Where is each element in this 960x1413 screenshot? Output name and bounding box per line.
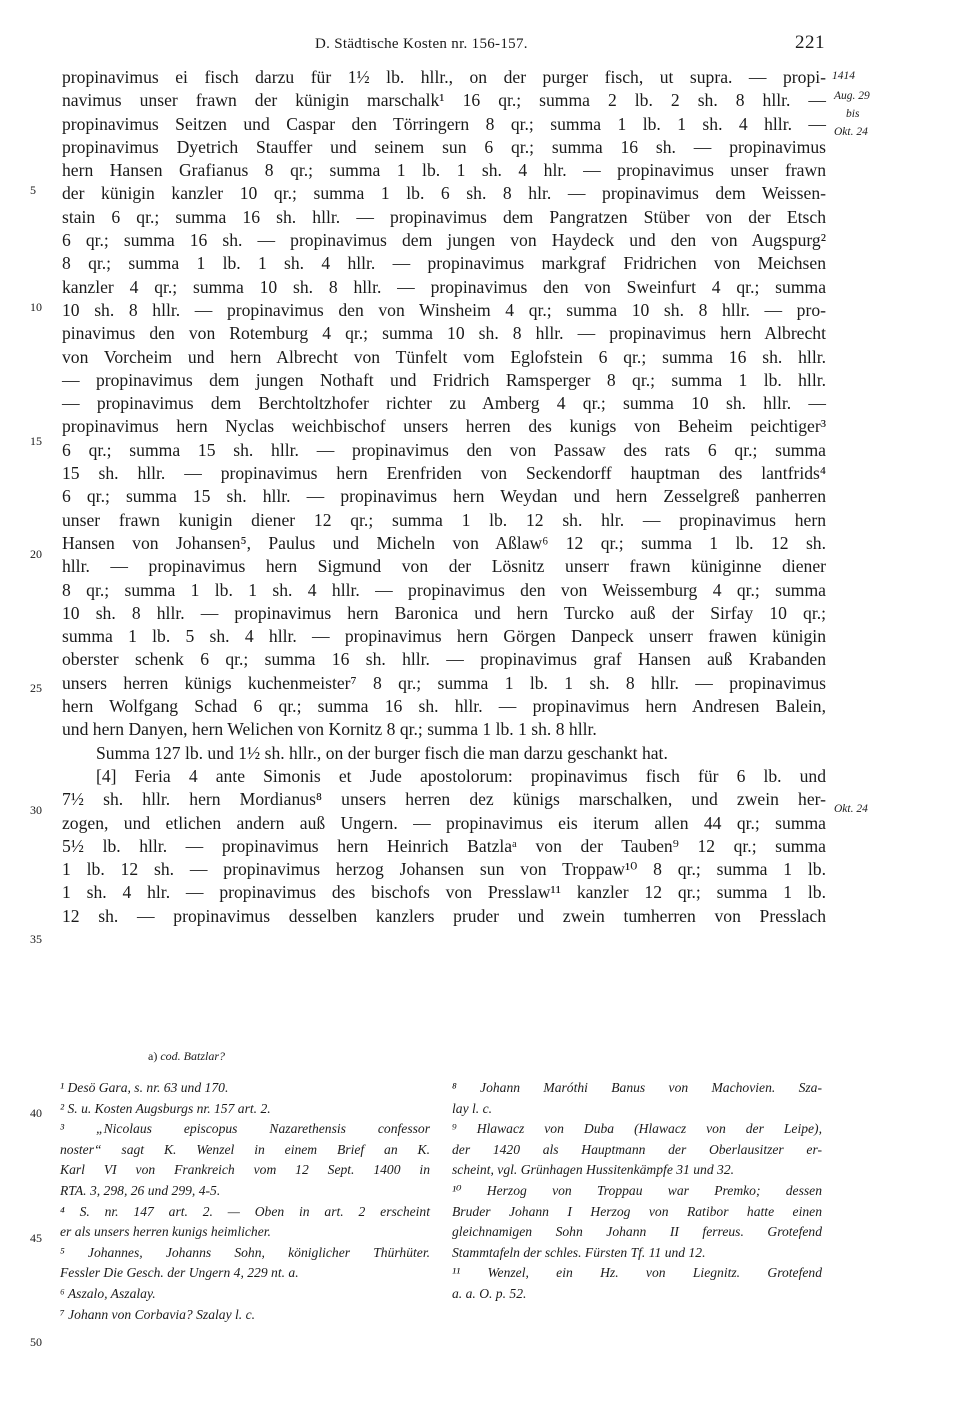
line-number: 20 [30,547,42,561]
footnote-line: ⁵ Johannes, Johanns Sohn, königlicher Thürhüter. [60,1244,430,1260]
line-number: 5 [30,183,36,197]
text-line: propinavimus ei fisch darzu für 1½ lb. hllr., on der purger fisch, ut supra. — propi- [62,67,826,87]
main-text [62,66,826,928]
text-line: 15 sh. hllr. — propinavimus hern Erenfriden von Seckendorff hauptman des lantfrids⁴ [62,463,826,484]
margin-year: 1414 [832,70,855,82]
margin-date-bis: bis [846,108,860,120]
text-line: hllr. — propinavimus hern Sigmund von der Lösnitz unserr frawn küniginne diener [62,556,826,577]
footnote-line: Stammtafeln der schles. Fürsten Tf. 11 und 12. [452,1244,706,1260]
text-line: — propinavimus dem jungen Nothaft und Fridrich Ramsperger 8 qr.; summa 1 lb. hllr. [62,369,826,390]
footnote-line: RTA. 3, 298, 26 und 299, 4-5. [60,1182,221,1198]
text-line: von Vorcheim und hern Albrecht von Tünfelt vom Eglofstein 6 qr.; summa 16 sh. hllr. [62,346,826,367]
footnote-line: a. a. O. p. 52. [452,1285,527,1301]
text-line: 12 sh. — propinavimus desselben kanzlers pruder und zwein tumherren von Presslach [62,905,826,926]
text-line: propinavimus Seitzen und Caspar den Törringern 8 qr.; summa 1 lb. 1 sh. 4 hllr. — [62,113,826,134]
text-line: 5½ lb. hllr. — propinavimus hern Heinrich Batzlaᵃ von der Tauben⁹ 12 qr.; summa [62,835,826,856]
footnote-line: Fessler Die Gesch. der Ungern 4, 229 nt. a. [60,1265,299,1281]
text-line: 6 qr.; summa 15 sh. hllr. — propinavimus den von Passaw des rats 6 qr.; summa [62,439,826,460]
footnote-line: er als unsers herren kunigs heimlicher. [60,1224,271,1240]
text-line: zogen, und etlichen andern auß Ungern. — propinavimus eis iterum allen 44 qr.; summa [62,812,826,833]
footnote-line: ² S. u. Kosten Augsburgs nr. 157 art. 2. [60,1100,271,1116]
text-line: 10 sh. 8 hllr. — propinavimus den von Winsheim 4 qr.; summa 10 sh. 8 hllr. — pro- [62,299,826,320]
text-line: summa 1 lb. 5 sh. 4 hllr. — propinavimus hern Görgen Danpeck unserr frawen künigin [62,626,826,647]
text-line: navimus unser frawn der künigin marschalk¹ 16 qr.; summa 2 lb. 2 sh. 8 hllr. — [62,90,826,111]
footnotes-right-column [452,1078,822,1305]
text-line: 6 qr.; summa 15 sh. hllr. — propinavimus hern Weydan und hern Zesselgreß panherren [62,486,826,507]
line-number: 15 [30,434,42,448]
footnote-line: ⁹ Hlawacz von Duba (Hlawacz von der Leipe), [452,1121,822,1137]
footnote-line: scheint, vgl. Grünhagen Hussitenkämpfe 31 und 32. [452,1162,735,1178]
text-line: unser frawn kunigin diener 12 qr.; summa 1 lb. 12 sh. hlr. — propinavimus hern [62,509,826,530]
running-header [0,30,960,60]
page-number: 221 [795,32,825,53]
footnote-line: lay l. c. [452,1100,493,1116]
text-line: oberster schenk 6 qr.; summa 16 sh. hllr. — propinavimus graf Hansen auß Krabanden [62,649,826,670]
text-line: und hern Danyen, hern Welichen von Kornitz 8 qr.; summa 1 lb. 1 sh. 8 hllr. [62,719,597,740]
margin-date-end: Okt. 24 [834,126,868,138]
text-line: — propinavimus dem Berchtoltzhofer richter zu Amberg 4 qr.; summa 10 sh. hllr. — [62,393,826,414]
footnote-line: ¹⁰ Herzog von Troppau war Premko; dessen [452,1182,822,1198]
text-line: 1 lb. 12 sh. — propinavimus herzog Johansen sun von Troppaw¹⁰ 8 qr.; summa 1 lb. [62,859,826,880]
footnote-line: ¹ Desö Gara, s. nr. 63 und 170. [60,1080,229,1095]
footnote-line: ⁴ S. nr. 147 art. 2. — Oben in art. 2 erscheint [60,1203,430,1219]
footnote-line: ¹¹ Wenzel, ein Hz. von Liegnitz. Grotefend [452,1265,822,1281]
text-line: pinavimus den von Rotemburg 4 qr.; summa 10 sh. 8 hllr. — propinavimus hern Albrecht [62,323,826,344]
text-line: stain 6 qr.; summa 16 sh. hllr. — propinavimus dem Pangratzen Stüber von der Etsch [62,206,826,227]
footnote-line: Bruder Johann I Herzog von Ratibor hatte einen [452,1203,822,1219]
line-number: 10 [30,300,42,314]
apparatus-text: cod. Batzlar? [160,1049,225,1063]
text-line: unsers herren künigs kuchenmeister⁷ 8 qr.; summa 1 lb. 1 sh. 8 hllr. — propinavimus [62,672,826,693]
text-line: 6 qr.; summa 16 sh. — propinavimus dem jungen von Haydeck und den von Augspurg² [62,230,826,251]
running-title: D. Städtische Kosten nr. 156-157. [315,36,528,52]
text-line: Hansen von Johansen⁵, Paulus und Micheln von Aßlaw⁶ 12 qr.; summa 1 lb. 12 sh. [62,532,826,553]
text-line: [4] Feria 4 ante Simonis et Jude apostolorum: propinavimus fisch für 6 lb. und [96,765,826,786]
line-number: 25 [30,681,42,695]
line-number: 45 [30,1231,42,1245]
footnote-line: ⁸ Johann Maróthi Banus von Machovien. Sza- [452,1080,822,1095]
text-line: 8 qr.; summa 1 lb. 1 sh. 4 hllr. — propinavimus den von Weissemburg 4 qr.; summa [62,579,826,600]
text-line: hern Wolfgang Schad 6 qr.; summa 16 sh. hllr. — propinavimus hern Andresen Balein, [62,696,826,717]
line-number: 30 [30,803,42,817]
apparatus-note [148,1049,225,1064]
text-line: 10 sh. 8 hllr. — propinavimus hern Baronica und hern Turcko auß der Sirfay 10 qr.; [62,602,826,623]
footnote-line: ⁶ Aszalo, Aszalay. [60,1285,156,1301]
text-line: Summa 127 lb. und 1½ sh. hllr., on der burger fisch die man darzu geschankt hat. [96,742,668,763]
footnote-line: ⁷ Johann von Corbavia? Szalay l. c. [60,1306,256,1322]
footnote-line: gleichnamigen Sohn Johann II ferreus. Grotefend [452,1224,822,1240]
footnotes-left-column [60,1078,430,1325]
text-line: kanzler 4 qr.; summa 10 sh. 8 hllr. — propinavimus den von Sweinfurt 4 qr.; summa [62,276,826,297]
text-line: 1 sh. 4 hlr. — propinavimus des bischofs von Presslaw¹¹ kanzler 12 qr.; summa 1 lb. [62,882,826,903]
text-line: 8 qr.; summa 1 lb. 1 sh. 4 hllr. — propinavimus markgraf Fridrichen von Meichsen [62,253,826,274]
footnote-line: ³ „Nicolaus episcopus Nazarethensis confessor [60,1121,430,1137]
footnote-line: der 1420 als Hauptmann der Oberlausitzer er- [452,1141,822,1157]
footnote-line: Karl VI von Frankreich vom 12 Sept. 1400 in [60,1162,430,1178]
text-line: der künigin kanzler 10 qr.; summa 1 lb. 6 sh. 8 hlr. — propinavimus dem Weissen- [62,183,826,204]
text-line: 7½ sh. hllr. hern Mordianus⁸ unsers herren dez künigs marschalken, und zwein her- [62,789,826,810]
margin-date-start: Aug. 29 [834,90,870,102]
line-number: 35 [30,932,42,946]
text-line: propinavimus hern Nyclas weichbischof unsers herren des kunigs von Beheim peichtiger³ [62,416,826,437]
line-number: 50 [30,1335,42,1349]
line-number: 40 [30,1106,42,1120]
footnote-line: noster“ sagt K. Wenzel in einem Brief an K. [60,1141,430,1157]
text-line: hern Hansen Grafianus 8 qr.; summa 1 lb. 1 sh. 4 hlr. — propinavimus unser frawn [62,160,826,181]
apparatus-mark: a) [148,1049,158,1063]
margin-date-second: Okt. 24 [834,803,868,815]
text-line: propinavimus Dyetrich Stauffer und seinem sun 6 qr.; summa 16 sh. — propinavimus [62,136,826,157]
